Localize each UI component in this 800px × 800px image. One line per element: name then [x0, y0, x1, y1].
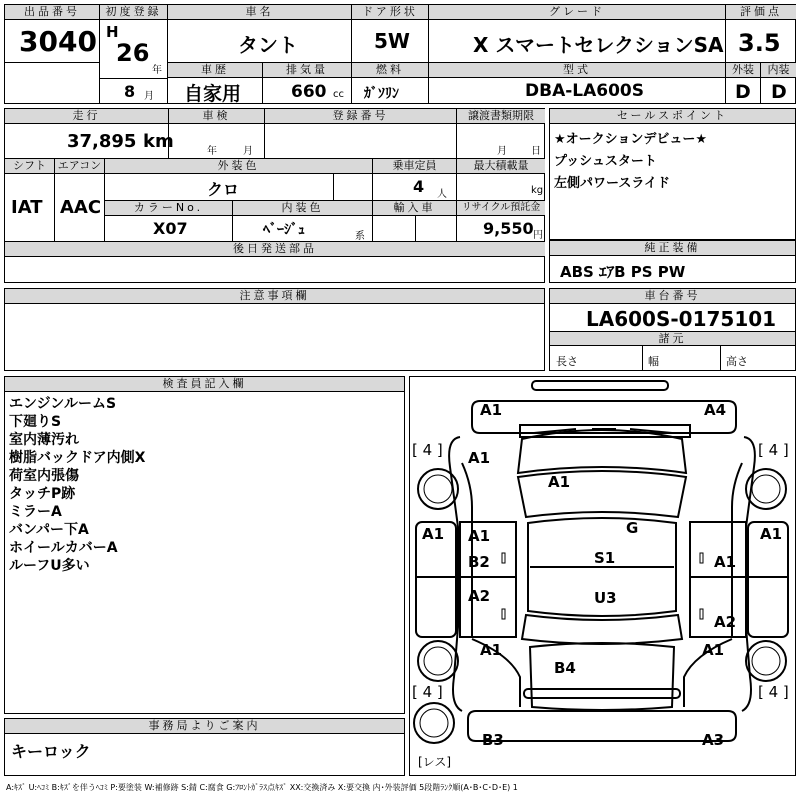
transfer-cell	[457, 109, 545, 159]
displacement-unit: cc	[333, 89, 344, 100]
door-cell	[352, 5, 429, 63]
history-label: 車歴	[168, 63, 262, 78]
ac-label: エアコン	[55, 159, 104, 174]
mark-bonnet: A1	[548, 473, 571, 491]
recycle-cell	[457, 201, 545, 242]
color-no: X07	[153, 219, 188, 238]
inspector-line: エンジンルームS	[9, 396, 117, 412]
month: 8	[124, 82, 136, 101]
length-label: 長さ	[556, 355, 578, 368]
mark-front-left: A1	[480, 401, 503, 419]
capacity-unit: 人	[437, 189, 447, 200]
transfer-day-unit: 日	[531, 146, 541, 157]
inspector-line: ミラーA	[9, 504, 62, 520]
later-parts-label: 後日発送部品	[5, 242, 545, 257]
tire-front-right: [ 4 ]	[758, 441, 789, 459]
car-outline	[410, 377, 795, 775]
mark-rear-left: A1	[480, 641, 503, 659]
mark-roof-g: G	[626, 519, 639, 537]
recycle-unit: 円	[533, 230, 543, 241]
mark-fender-left: A1	[422, 525, 445, 543]
import-cell	[373, 201, 457, 242]
exterior-grade: D	[735, 81, 751, 103]
car-diagram	[409, 376, 796, 776]
month-unit: 月	[144, 91, 154, 102]
mark-door-rl: B2	[468, 553, 490, 571]
first-reg-cell	[100, 5, 168, 79]
equipment-section	[549, 240, 796, 283]
car-name: タント	[238, 33, 298, 57]
import-label: 輸入車	[373, 201, 456, 216]
inspector-label: 検査員記入欄	[5, 377, 404, 392]
door-type: 5W	[374, 29, 410, 53]
color-cell	[105, 159, 373, 201]
tire-rear-right: [ 4 ]	[758, 683, 789, 701]
transfer-month-unit: 月	[497, 146, 507, 157]
mileage-unit: km	[143, 131, 174, 152]
maxload-cell	[457, 159, 545, 201]
mark-rear-bumper-left: B3	[482, 731, 504, 749]
mileage-cell	[5, 109, 174, 159]
month-cell	[100, 79, 168, 104]
recycle-label: リサイクル預託金	[457, 201, 545, 216]
mark-fender-right: A1	[760, 525, 783, 543]
capacity-label: 乗車定員	[373, 159, 456, 174]
mark-bonnet-left: A1	[468, 449, 491, 467]
inspector-list	[9, 395, 145, 575]
mark-roof-u: U3	[594, 589, 617, 607]
fuel: ｶﾞｿﾘﾝ	[364, 86, 399, 102]
int-color-unit: 系	[355, 231, 365, 242]
mark-door-fl: A1	[468, 527, 491, 545]
capacity-cell	[373, 159, 457, 201]
exterior-label: 外装	[726, 63, 760, 78]
displacement: 660	[291, 82, 327, 102]
lot-number: 3040	[19, 25, 97, 58]
sales-point-line: ★オークションデビュー★	[554, 132, 708, 147]
dims-label: 諸元	[550, 331, 795, 346]
notes-section	[4, 288, 545, 371]
sales-point-line: 左側パワースライド	[554, 176, 670, 191]
color: クロ	[207, 180, 240, 199]
equipment-value: ABS ｴｱB PS PW	[560, 263, 686, 281]
interior-grade: D	[771, 81, 787, 103]
door-label: ドア形状	[352, 5, 428, 20]
sales-point-list	[554, 129, 707, 195]
ac-cell	[55, 159, 105, 242]
mark-door-fr: A1	[714, 553, 737, 571]
inspector-line: ルーフU多い	[9, 558, 90, 574]
era: H	[106, 23, 119, 41]
first-reg-label: 初度登録	[100, 5, 167, 20]
shift: IAT	[11, 197, 43, 218]
score-cell	[726, 5, 796, 63]
mark-rear-bumper-right: A3	[702, 731, 725, 749]
sales-point-label: セールスポイント	[550, 109, 795, 124]
maxload-unit: kg	[531, 185, 544, 196]
car-name-cell	[168, 5, 352, 63]
model-label: 型式	[429, 63, 725, 78]
int-color-label: 内装色	[233, 201, 372, 216]
grade-label: グレード	[429, 5, 725, 20]
tire-rear-left: [ 4 ]	[412, 683, 443, 701]
car-name-label: 車名	[168, 5, 351, 20]
reg-no-label: 登録番号	[265, 109, 456, 124]
mark-rear-right: A1	[702, 641, 725, 659]
score: 3.5	[738, 29, 781, 57]
width-label: 幅	[648, 355, 659, 368]
color-no-label: カラーNo.	[105, 201, 232, 216]
exterior-cell	[726, 63, 761, 104]
model-cell	[429, 63, 726, 104]
color-label: 外装色	[105, 159, 372, 174]
int-color: ﾍﾞｰｼﾞｭ	[263, 222, 305, 238]
year-unit: 年	[152, 65, 162, 76]
chassis-section	[549, 288, 796, 371]
score-label: 評価点	[726, 5, 796, 20]
sales-point-section	[549, 108, 796, 240]
office-section	[4, 718, 405, 776]
height-label: 高さ	[726, 355, 748, 368]
lot-label: 出品番号	[5, 5, 99, 20]
office-label: 事務局よりご案内	[5, 719, 404, 734]
history: 自家用	[184, 83, 242, 105]
interior-cell	[761, 63, 796, 104]
fuel-label: 燃料	[352, 63, 428, 78]
spec-section	[4, 108, 545, 283]
office-value: キーロック	[11, 742, 91, 761]
shift-cell	[5, 159, 55, 242]
inspector-line: 樹脂バックドア内側X	[9, 450, 146, 466]
equipment-label: 純正装備	[550, 241, 795, 256]
recycle: 9,550	[483, 219, 534, 238]
displacement-label: 排気量	[263, 63, 351, 78]
inspection-year-unit: 年	[207, 146, 217, 157]
interior-label: 内装	[761, 63, 796, 78]
mileage: 37,895	[67, 131, 137, 152]
grade: X スマートセレクションSA	[473, 33, 724, 57]
inspector-line: タッチP跡	[9, 486, 76, 502]
inspector-line: 下廻りS	[9, 414, 62, 430]
tire-front-left: [ 4 ]	[412, 441, 443, 459]
notes-label: 注意事項欄	[5, 289, 544, 304]
year: 26	[116, 39, 150, 67]
inspection-label: 車検	[169, 109, 264, 124]
capacity: 4	[413, 177, 425, 196]
sales-point-line: プッシュスタート	[554, 154, 657, 169]
lot-blank	[5, 63, 100, 104]
inspector-line: バンパー下A	[9, 522, 89, 538]
color-no-cell	[105, 201, 233, 242]
fuel-cell	[352, 63, 429, 104]
inspector-line: 荷室内張傷	[9, 468, 79, 484]
inspector-section	[4, 376, 405, 714]
inspection-cell	[169, 109, 265, 159]
chassis-number: LA600S-0175101	[586, 307, 777, 331]
maxload-label: 最大積載量	[457, 159, 545, 174]
legend: A:ｷｽﾞ U:ﾍｺﾐ B:ｷｽﾞを伴うﾍｺﾐ P:要塗装 W:補修跡 S:錆 C:腐食 G:ﾌﾛﾝﾄｶﾞﾗｽ点ｷｽﾞ XX:交換済み X:要交換 内･外装評価 5段階ﾗﾝｸ順(A･B･C･D･E) 1	[6, 783, 518, 792]
mark-rear-quarter-left: A2	[468, 587, 491, 605]
header-section	[4, 4, 796, 104]
ac: AAC	[60, 197, 102, 218]
model: DBA-LA600S	[525, 81, 644, 101]
shift-label: シフト	[5, 159, 54, 174]
lot-cell	[5, 5, 100, 63]
inspector-line: 室内薄汚れ	[9, 432, 79, 448]
reg-no-cell	[265, 109, 457, 159]
spare-tire-label: [レス]	[418, 755, 452, 769]
inspector-line: ホイールカバーA	[9, 540, 118, 556]
int-color-cell	[233, 201, 373, 242]
history-cell	[168, 63, 263, 104]
mark-roof-s: S1	[594, 549, 616, 567]
displacement-cell	[263, 63, 352, 104]
mark-door-rr: A2	[714, 613, 737, 631]
mark-back-door: B4	[554, 659, 576, 677]
transfer-label: 譲渡書類期限	[457, 109, 545, 124]
inspection-month-unit: 月	[243, 146, 253, 157]
mileage-label: 走行	[5, 109, 168, 124]
mark-front-right: A4	[704, 401, 727, 419]
grade-cell	[429, 5, 726, 63]
chassis-label: 車台番号	[550, 289, 795, 304]
